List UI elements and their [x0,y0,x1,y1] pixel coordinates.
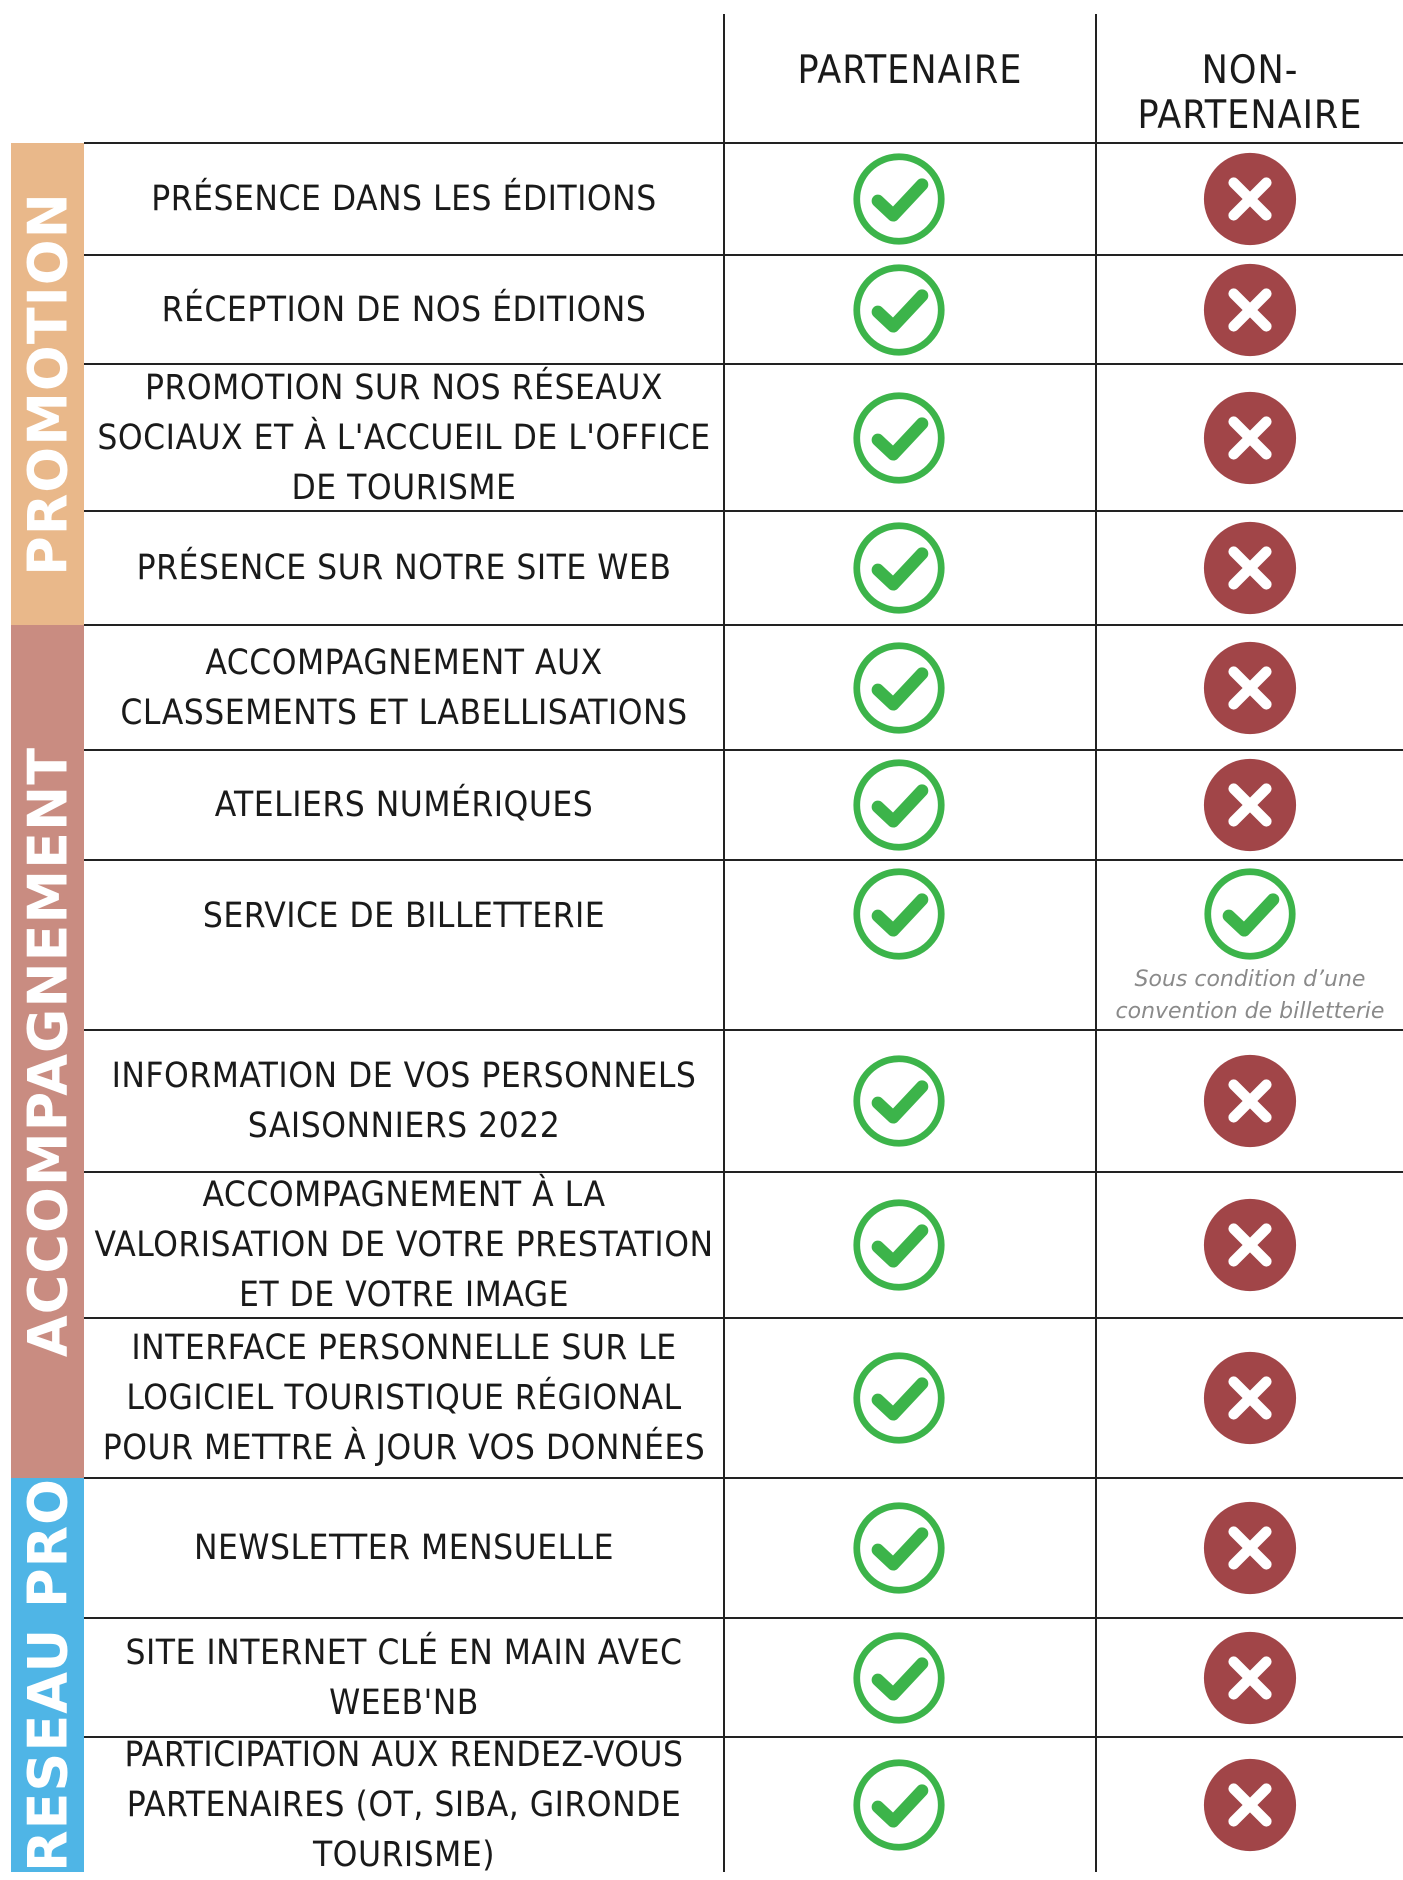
check-icon [851,520,947,616]
table-row [84,625,724,750]
table-row [84,750,724,860]
row-label: PRÉSENCE DANS LES ÉDITIONS [151,179,657,219]
check-icon [851,1197,947,1293]
cross-icon [1202,1500,1298,1596]
check-icon [851,151,947,247]
row-label: INFORMATION DE VOS PERSONNELS SAISONNIERS 2022 [111,1056,697,1146]
row-label: SERVICE DE BILLETTERIE [202,896,606,936]
cross-icon [1202,640,1298,736]
row-label: PROMOTION SUR NOS RÉSEAUX SOCIAUX ET À L'ACCUEIL DE L'OFFICE DE TOURISME [97,367,711,508]
check-icon [851,757,947,853]
check-icon [851,1350,947,1446]
cross-icon [1202,757,1298,853]
check-icon [851,1630,947,1726]
cross-icon [1202,1053,1298,1149]
table-row [84,1172,724,1318]
check-icon [851,262,947,358]
row-label: SITE INTERNET CLÉ EN MAIN AVEC WEEB'NB [125,1632,683,1723]
cross-icon [1202,151,1298,247]
row-label: PRÉSENCE SUR NOTRE SITE WEB [136,548,672,588]
check-icon [851,390,947,486]
section-reseau-pro [11,1478,84,1872]
table-row [84,1318,724,1478]
table-row [84,1618,724,1737]
row-label: ACCOMPAGNEMENT À LA VALORISATION DE VOTRE PRESTATION ET DE VOTRE IMAGE [94,1175,714,1315]
table-row [84,511,724,625]
cross-icon [1202,1197,1298,1293]
cross-icon [1202,262,1298,358]
billetterie-note: Sous condition d’une convention de billetterie [1115,967,1385,1024]
header-partner: PARTENAIRE [797,48,1023,93]
row-label: ATELIERS NUMÉRIQUES [214,785,594,825]
check-icon [851,866,947,962]
section-accompagnement [11,625,84,1478]
table-row [84,364,724,511]
table-row [84,143,724,255]
row-label: INTERFACE PERSONNELLE SUR LE LOGICIEL TOURISTIQUE RÉGIONAL POUR METTRE À JOUR VOS DONNÉES [102,1328,706,1468]
header-non-partner: NON- PARTENAIRE [1137,48,1363,138]
check-icon [851,1500,947,1596]
section-label: RESEAU PRO [16,1478,79,1872]
section-promotion [11,143,84,625]
table-row [84,1734,724,1875]
row-label: NEWSLETTER MENSUELLE [193,1528,615,1568]
check-icon [851,640,947,736]
check-icon [1202,866,1298,962]
table-row [84,1030,724,1172]
row-label: ACCOMPAGNEMENT AUX CLASSEMENTS ET LABELLISATIONS [120,642,688,733]
row-label: PARTICIPATION AUX RENDEZ-VOUS PARTENAIRES (OT, SIBA, GIRONDE TOURISME) [124,1734,684,1875]
row-label: RÉCEPTION DE NOS ÉDITIONS [161,289,647,330]
cross-icon [1202,390,1298,486]
table-row [84,1478,724,1618]
check-icon [851,1053,947,1149]
section-label: PROMOTION [16,192,79,576]
cross-icon [1202,1757,1298,1853]
cross-icon [1202,1630,1298,1726]
cross-icon [1202,1350,1298,1446]
section-label: ACCOMPAGNEMENT [16,746,79,1357]
column-divider-right [1095,14,1097,1872]
table-row [84,860,724,972]
cross-icon [1202,520,1298,616]
check-icon [851,1757,947,1853]
table-row [84,255,724,364]
